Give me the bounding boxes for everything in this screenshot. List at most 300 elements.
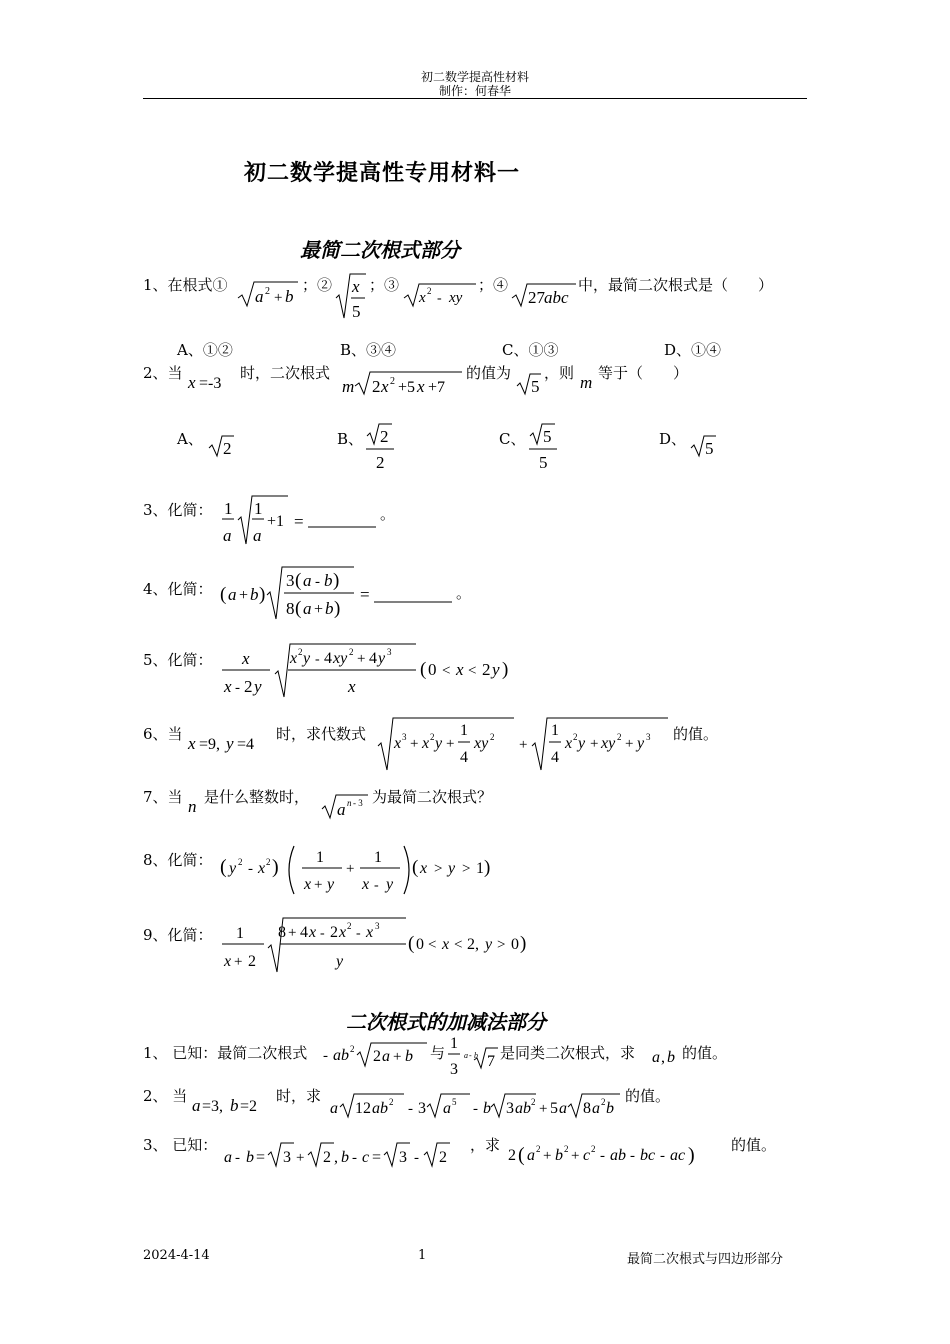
svg-text:-: - (630, 1148, 635, 1164)
svg-text:x: x (417, 377, 425, 396)
svg-text:y: y (303, 650, 311, 667)
svg-text:2: 2 (376, 453, 385, 472)
svg-text:a: a (443, 1100, 451, 1117)
svg-text:bc: bc (640, 1147, 656, 1164)
svg-text:2: 2 (482, 660, 491, 679)
header-rule (143, 98, 807, 99)
svg-text:4: 4 (300, 924, 308, 941)
q1-text-2: ；② (302, 276, 333, 294)
svg-text:3: 3 (506, 1100, 514, 1117)
question-7-text-3: 为最简二次根式？ (372, 788, 493, 806)
svg-text:2,: 2, (467, 936, 479, 953)
svg-text:+: + (314, 877, 323, 893)
svg-text:(: ( (295, 570, 302, 591)
svg-text:(: ( (420, 659, 427, 680)
svg-text:12: 12 (355, 1100, 371, 1117)
svg-text:x: x (304, 876, 312, 893)
q2-text-3: 的值为 (466, 364, 512, 382)
svg-text:c: c (583, 1147, 591, 1164)
svg-text:2: 2 (531, 1097, 536, 1107)
q2-option-d-value (691, 434, 719, 460)
svg-text:): ) (272, 856, 279, 878)
svg-text:m: m (580, 373, 593, 392)
svg-text:a: a (527, 1147, 535, 1164)
s2-q2-values (192, 1093, 278, 1117)
footer-section-name: 最简二次根式与四边形部分 (627, 1252, 784, 1267)
svg-text:+: + (393, 1049, 402, 1065)
question-9-label: 9、化简： (143, 926, 213, 944)
svg-text:x: x (242, 649, 250, 668)
svg-text:3: 3 (375, 921, 380, 931)
svg-text:x: x (309, 924, 317, 941)
svg-text:): ) (259, 584, 266, 605)
svg-text:(: ( (220, 856, 227, 878)
header-line-2: 制作：何春华 (438, 84, 511, 98)
svg-text:5: 5 (543, 427, 552, 446)
document-title: 初二数学提高性专用材料一 (244, 160, 521, 186)
section-title-addition-subtraction: 二次根式的加减法部分 (346, 1010, 546, 1034)
svg-text:2: 2 (347, 921, 352, 931)
svg-text:b: b (405, 1048, 413, 1065)
q2-radical-expression (342, 370, 464, 398)
svg-text:+: + (539, 1101, 548, 1117)
svg-text:+: + (357, 651, 366, 667)
svg-text:+: + (590, 736, 599, 752)
svg-text:y: y (327, 876, 335, 893)
svg-text:1: 1 (551, 722, 559, 739)
svg-text:1: 1 (236, 925, 244, 942)
q1-radical-3 (404, 282, 478, 310)
svg-text:3: 3 (283, 1149, 291, 1166)
svg-text:2: 2 (564, 1144, 569, 1154)
svg-text:2: 2 (350, 1044, 355, 1054)
svg-text:x: x (394, 735, 402, 752)
q2-option-b: B、 (337, 430, 364, 448)
svg-text:+: + (519, 737, 528, 753)
svg-text:2: 2 (298, 647, 303, 657)
svg-text:+: + (314, 601, 324, 618)
svg-text:+: + (346, 861, 355, 877)
svg-text:x: x (565, 735, 573, 752)
svg-text:2: 2 (323, 1149, 331, 1166)
question-8-label: 8、化简： (143, 851, 213, 869)
q8-expression (220, 842, 500, 898)
svg-text:c: c (362, 1149, 370, 1166)
svg-text:x: x (352, 277, 360, 296)
svg-text:=: = (294, 512, 304, 531)
svg-text:3: 3 (646, 732, 651, 742)
svg-text:a: a (255, 287, 264, 306)
s2-question-1-text-1: 1、 已知：最简二次根式 (143, 1044, 308, 1062)
question-4-label: 4、化简： (143, 580, 213, 598)
svg-text:>: > (434, 861, 443, 877)
question-7-text-1: 7、当 (143, 788, 183, 806)
svg-text:=9,: =9, (199, 736, 221, 753)
svg-text:+: + (625, 736, 634, 752)
q1-option-b: B、③④ (340, 341, 397, 359)
svg-text:a: a (303, 571, 312, 590)
svg-text:3: 3 (402, 732, 407, 742)
svg-text:2: 2 (617, 732, 622, 742)
q1-text-4: ；④ (478, 276, 509, 294)
svg-text:8: 8 (583, 1100, 591, 1117)
svg-text:1: 1 (224, 499, 233, 518)
svg-text:x: x (339, 924, 347, 941)
svg-text:abc: abc (544, 288, 569, 307)
q7-radical (322, 793, 372, 821)
svg-text:=: = (372, 1149, 382, 1166)
s2-question-1-text-3: 是同类二次根式，求 (500, 1044, 636, 1062)
q1-option-c: C、①③ (502, 341, 559, 359)
question-6-text-2: 时，求代数式 (276, 725, 367, 743)
s2-question-3-text-2: ，求 (470, 1136, 501, 1154)
svg-text:2: 2 (389, 1097, 394, 1107)
svg-text:x: x (348, 677, 356, 696)
q2-option-a-value (209, 434, 237, 460)
q2-option-b-value (366, 422, 396, 474)
svg-text:4: 4 (369, 650, 377, 667)
svg-text:b: b (325, 599, 334, 618)
q2-number: 2、 (143, 364, 168, 382)
svg-text:1: 1 (450, 1035, 458, 1052)
svg-text:2: 2 (238, 857, 243, 867)
s2-q2-expression (330, 1090, 626, 1120)
svg-text:a: a (337, 800, 346, 819)
svg-text:b: b (606, 1100, 614, 1117)
svg-text:+5: +5 (398, 379, 416, 396)
svg-text:): ) (502, 659, 509, 680)
svg-text:xy: xy (474, 735, 489, 752)
svg-text:1: 1 (316, 849, 324, 866)
svg-text:x: x (422, 735, 430, 752)
svg-text:+: + (296, 1150, 305, 1166)
svg-text:-: - (323, 1048, 328, 1064)
svg-text:-: - (248, 861, 253, 877)
svg-text:x: x (366, 924, 374, 941)
footer-date: 2024-4-14 (143, 1248, 210, 1263)
svg-text:xy: xy (449, 290, 463, 306)
svg-text:>: > (462, 861, 471, 877)
question-5-label: 5、化简： (143, 651, 213, 669)
q3-tail: 。 (380, 505, 396, 523)
svg-text:3: 3 (418, 1100, 426, 1117)
svg-text:a: a (330, 1100, 338, 1117)
svg-text:3: 3 (399, 1149, 407, 1166)
q5-expression (220, 642, 520, 700)
svg-text:2: 2 (427, 286, 432, 296)
svg-text:x: x (456, 660, 464, 679)
q2-text-1: 当 (167, 364, 183, 382)
svg-text:+: + (410, 736, 419, 752)
q1-text-5: 中，最简二次根式是（ ） (578, 276, 774, 294)
svg-text:b: b (230, 1096, 239, 1115)
svg-text:b: b (246, 1149, 254, 1166)
svg-text:2: 2 (373, 1048, 381, 1065)
svg-text:m: m (342, 377, 355, 396)
svg-text:2: 2 (508, 1147, 516, 1164)
svg-text:y: y (226, 734, 234, 753)
svg-text:): ) (333, 570, 340, 591)
svg-text:>: > (497, 937, 506, 953)
s2-question-2-text-1: 2、 当 (143, 1087, 188, 1105)
q9-expression (220, 916, 544, 974)
svg-text:5: 5 (705, 439, 714, 458)
svg-text:-: - (408, 1101, 413, 1117)
svg-text:a: a (192, 1096, 201, 1115)
question-6-text-3: 的值。 (673, 725, 719, 743)
svg-text:a: a (382, 1048, 390, 1065)
svg-text:<: < (442, 663, 451, 679)
svg-text:b: b (555, 1147, 563, 1164)
svg-text:0: 0 (511, 936, 519, 953)
q1-radical-4 (512, 282, 578, 310)
svg-text:4: 4 (551, 749, 559, 766)
svg-text:<: < (468, 663, 477, 679)
svg-text:x: x (420, 860, 428, 877)
svg-text:y: y (448, 860, 456, 877)
svg-text:y: y (229, 860, 237, 877)
q3-expression (220, 494, 380, 550)
svg-text:+: + (288, 925, 297, 941)
q7-n (188, 794, 204, 818)
svg-text:b: b (324, 571, 333, 590)
svg-text:8: 8 (278, 924, 286, 941)
svg-text:b: b (285, 287, 294, 306)
svg-text:27: 27 (528, 288, 545, 307)
svg-text:a: a (223, 526, 232, 545)
svg-text:): ) (334, 598, 341, 619)
svg-text:+7: +7 (428, 379, 446, 396)
svg-text:a: a (224, 1149, 232, 1166)
svg-text:-: - (315, 574, 320, 590)
svg-text:x: x (362, 876, 370, 893)
svg-text:y: y (485, 936, 493, 953)
s2-q1-radical-2 (446, 1030, 498, 1084)
svg-text:x: x (442, 936, 450, 953)
svg-text:=2: =2 (240, 1098, 258, 1115)
svg-text:7: 7 (487, 1053, 495, 1070)
svg-text:8: 8 (286, 599, 295, 618)
svg-text:(: ( (518, 1144, 525, 1166)
svg-text:5: 5 (550, 1100, 558, 1117)
svg-text:2: 2 (372, 377, 381, 396)
svg-text:a: a (464, 1051, 468, 1060)
svg-text:+: + (446, 736, 455, 752)
s2-question-2-text-2: 时，求 (276, 1087, 322, 1105)
svg-text:b: b (341, 1149, 349, 1166)
q2-option-d: D、 (659, 430, 687, 448)
svg-text:<: < (428, 937, 437, 953)
svg-text:-: - (235, 1150, 240, 1166)
s2-question-1-text-2: 与 (430, 1044, 446, 1062)
svg-text:=4: =4 (237, 736, 255, 753)
q1-text-1: 在根式① (167, 276, 228, 294)
q2-option-a: A、 (177, 430, 203, 448)
svg-text:2: 2 (349, 647, 354, 657)
svg-text:=: = (360, 585, 370, 604)
q2-text-2: 时，二次根式 (240, 364, 331, 382)
svg-text:=: = (256, 1149, 266, 1166)
s2-q3-expression (508, 1138, 734, 1168)
svg-text:x: x (188, 734, 196, 753)
svg-text:+: + (239, 587, 249, 604)
q2-option-c: C、 (499, 430, 526, 448)
svg-text:2: 2 (536, 1144, 541, 1154)
svg-text:a: a (253, 526, 262, 545)
svg-text:2: 2 (248, 953, 256, 970)
svg-text:b: b (667, 1049, 675, 1066)
svg-text:y: y (435, 735, 443, 752)
q6-expression (378, 716, 674, 772)
svg-text:2: 2 (390, 376, 395, 387)
svg-text:b: b (250, 585, 259, 604)
svg-text:3: 3 (450, 1061, 458, 1078)
svg-text:5: 5 (539, 453, 548, 472)
svg-text:3: 3 (286, 571, 295, 590)
svg-text:ab: ab (515, 1100, 531, 1117)
question-6-text-1: 6、当 (143, 725, 183, 743)
svg-text:=-3: =-3 (199, 375, 222, 392)
svg-text:5: 5 (352, 302, 361, 321)
svg-text:,: , (661, 1049, 665, 1066)
q2-sqrt5 (517, 372, 543, 398)
q4-expression (220, 565, 460, 623)
svg-text:+1: +1 (267, 513, 285, 530)
svg-text:-: - (374, 878, 379, 893)
svg-text:2: 2 (330, 924, 338, 941)
svg-text:4: 4 (460, 749, 468, 766)
s2-question-3-text-3: 的值。 (731, 1136, 777, 1154)
s2-question-1-text-4: 的值。 (682, 1044, 728, 1062)
svg-text:1: 1 (476, 860, 484, 877)
svg-text:y: y (637, 735, 645, 752)
svg-text:-: - (414, 1150, 419, 1166)
svg-text:(: ( (220, 584, 227, 605)
q2-x-equals (188, 370, 240, 394)
svg-text:2: 2 (490, 732, 495, 742)
svg-text:1: 1 (374, 849, 382, 866)
svg-text:+: + (543, 1148, 552, 1164)
svg-text:a: a (559, 1100, 567, 1117)
svg-text:x: x (381, 377, 389, 396)
svg-text:2: 2 (439, 1149, 447, 1166)
svg-text:2: 2 (266, 857, 271, 867)
svg-text:5: 5 (531, 377, 540, 396)
svg-text:- 3: - 3 (353, 798, 363, 808)
svg-text:x: x (224, 953, 232, 970)
svg-text:(: ( (408, 933, 415, 954)
svg-text:b: b (483, 1100, 491, 1117)
svg-text:n: n (188, 797, 197, 816)
svg-text:2: 2 (244, 677, 253, 696)
svg-text:): ) (484, 857, 491, 878)
svg-text:2: 2 (573, 732, 578, 742)
q2-m (580, 370, 598, 394)
svg-text:-: - (473, 1101, 478, 1117)
svg-text:a: a (303, 599, 312, 618)
question-7-text-2: 是什么整数时， (204, 788, 310, 806)
svg-text:x: x (290, 650, 298, 667)
question-1 (143, 278, 228, 293)
svg-text:a: a (228, 585, 237, 604)
svg-text:(: ( (295, 598, 302, 619)
svg-text:y: y (492, 660, 500, 679)
q2-text-5: 等于（ ） (598, 364, 689, 382)
svg-text:y: y (378, 650, 386, 667)
footer-page-number: 1 (418, 1248, 427, 1263)
svg-text:n: n (347, 798, 352, 808)
q1-option-d: D、①④ (664, 341, 722, 359)
svg-text:5: 5 (452, 1097, 457, 1107)
svg-text:-: - (437, 291, 442, 306)
svg-text:ab: ab (610, 1147, 626, 1164)
svg-text:y: y (336, 953, 344, 970)
svg-text:-: - (352, 1150, 357, 1166)
svg-text:+: + (234, 954, 243, 970)
q1-number: 1、 (143, 276, 168, 294)
svg-text:): ) (520, 933, 527, 954)
svg-text:(: ( (412, 857, 419, 878)
s2-question-3-text-1: 3、 已知： (143, 1136, 218, 1154)
svg-text:y: y (254, 677, 262, 696)
svg-text:x: x (224, 677, 232, 696)
svg-text:+: + (571, 1148, 580, 1164)
svg-text:<: < (454, 937, 463, 953)
question-3-label: 3、化简： (143, 501, 213, 519)
svg-text:x: x (419, 290, 426, 306)
svg-text:2: 2 (223, 439, 232, 458)
svg-text:-: - (600, 1148, 605, 1164)
svg-text:-: - (356, 926, 361, 941)
svg-text:2: 2 (265, 286, 270, 297)
header-line-1: 初二数学提高性材料 (420, 70, 529, 84)
svg-text:ab: ab (333, 1047, 349, 1064)
svg-text:2: 2 (591, 1144, 596, 1154)
s2-question-2-text-3: 的值。 (625, 1087, 671, 1105)
svg-text:2: 2 (380, 427, 389, 446)
q1-radical-2 (336, 272, 370, 324)
q1-option-a: A、①② (177, 341, 233, 359)
q2-text-4: ，则 (544, 364, 575, 382)
svg-text:y: y (578, 735, 586, 752)
svg-text:ab: ab (372, 1100, 388, 1117)
svg-text:1: 1 (254, 499, 263, 518)
s2-q1-radical-1 (323, 1040, 431, 1070)
question-2 (143, 366, 183, 381)
svg-text:0: 0 (428, 660, 437, 679)
q2-option-c-value (529, 422, 559, 474)
svg-text:0: 0 (416, 936, 424, 953)
svg-text:-: - (235, 680, 240, 696)
svg-text:+: + (274, 290, 283, 306)
svg-text:b: b (474, 1051, 478, 1060)
svg-text:x: x (188, 373, 196, 392)
q1-text-3: ；③ (369, 276, 400, 294)
svg-text:-: - (469, 1051, 472, 1060)
s2-q3-given (224, 1140, 486, 1170)
svg-text:3: 3 (387, 647, 392, 657)
svg-text:x: x (258, 860, 266, 877)
svg-text:ac: ac (670, 1147, 686, 1164)
q1-radical-1 (238, 280, 300, 310)
svg-text:-: - (315, 652, 320, 667)
q6-values (188, 731, 278, 755)
svg-text:4: 4 (324, 650, 332, 667)
svg-text:,: , (334, 1149, 338, 1166)
svg-text:-: - (320, 926, 325, 941)
svg-text:a: a (652, 1049, 660, 1066)
svg-text:1: 1 (460, 722, 468, 739)
